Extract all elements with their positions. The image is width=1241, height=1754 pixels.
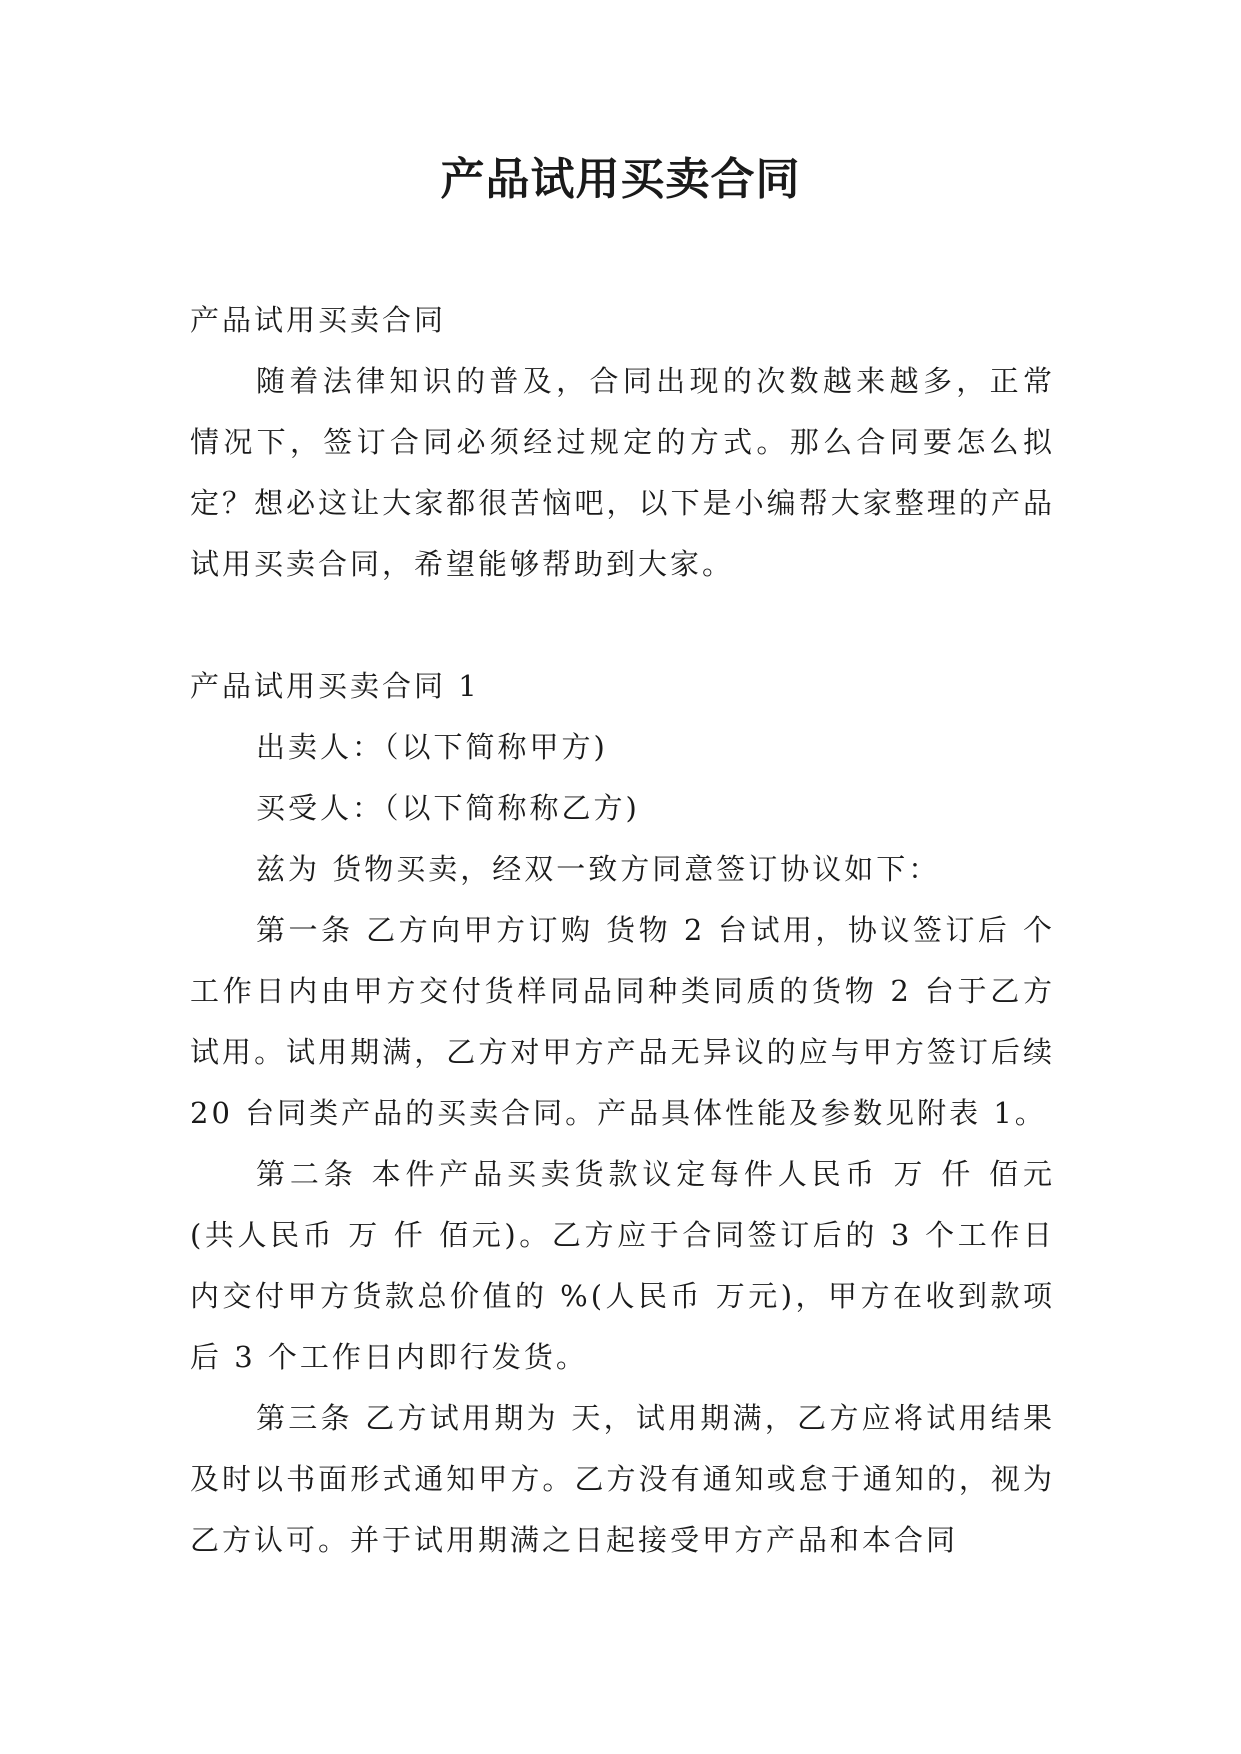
article-2: 第二条 本件产品买卖货款议定每件人民币 万 仟 佰元(共人民币 万 仟 佰元)。乙方应于合同签订后的 3 个工作日内交付甲方货款总价值的 %(人民币 万元)，甲方在收到款项后 3 个工作日内即行发货。 [190, 1157, 1055, 1374]
intro-paragraph: 随着法律知识的普及，合同出现的次数越来越多，正常情况下，签订合同必须经过规定的方式。那么合同要怎么拟定？想必这让大家都很苦恼吧，以下是小编帮大家整理的产品试用买卖合同，希望能够帮助到大家。 [190, 364, 1055, 581]
agreement-line: 兹为 货物买卖，经双一致方同意签订协议如下： [256, 852, 941, 886]
document-title: 产品试用买卖合同 [440, 154, 801, 205]
article-3: 第三条 乙方试用期为 天，试用期满，乙方应将试用结果及时以书面形式通知甲方。乙方没有通知或怠于通知的，视为乙方认可。并于试用期满之日起接受甲方产品和本合同 [190, 1401, 1055, 1557]
paragraph-spacer [190, 595, 1055, 656]
buyer-line: 买受人：（以下简称称乙方) [256, 791, 640, 825]
section-heading: 产品试用买卖合同 1 [190, 669, 480, 703]
article-1: 第一条 乙方向甲方订购 货物 2 台试用，协议签订后 个工作日内由甲方交付货样同品同种类同质的货物 2 台于乙方试用。试用期满，乙方对甲方产品无异议的应与甲方签订后续 20 台同类产品的买卖合同。产品具体性能及参数见附表 1。 [190, 913, 1055, 1130]
seller-line: 出卖人：（以下简称甲方) [256, 730, 608, 764]
subtitle: 产品试用买卖合同 [190, 303, 447, 337]
document-body [190, 290, 1055, 1571]
